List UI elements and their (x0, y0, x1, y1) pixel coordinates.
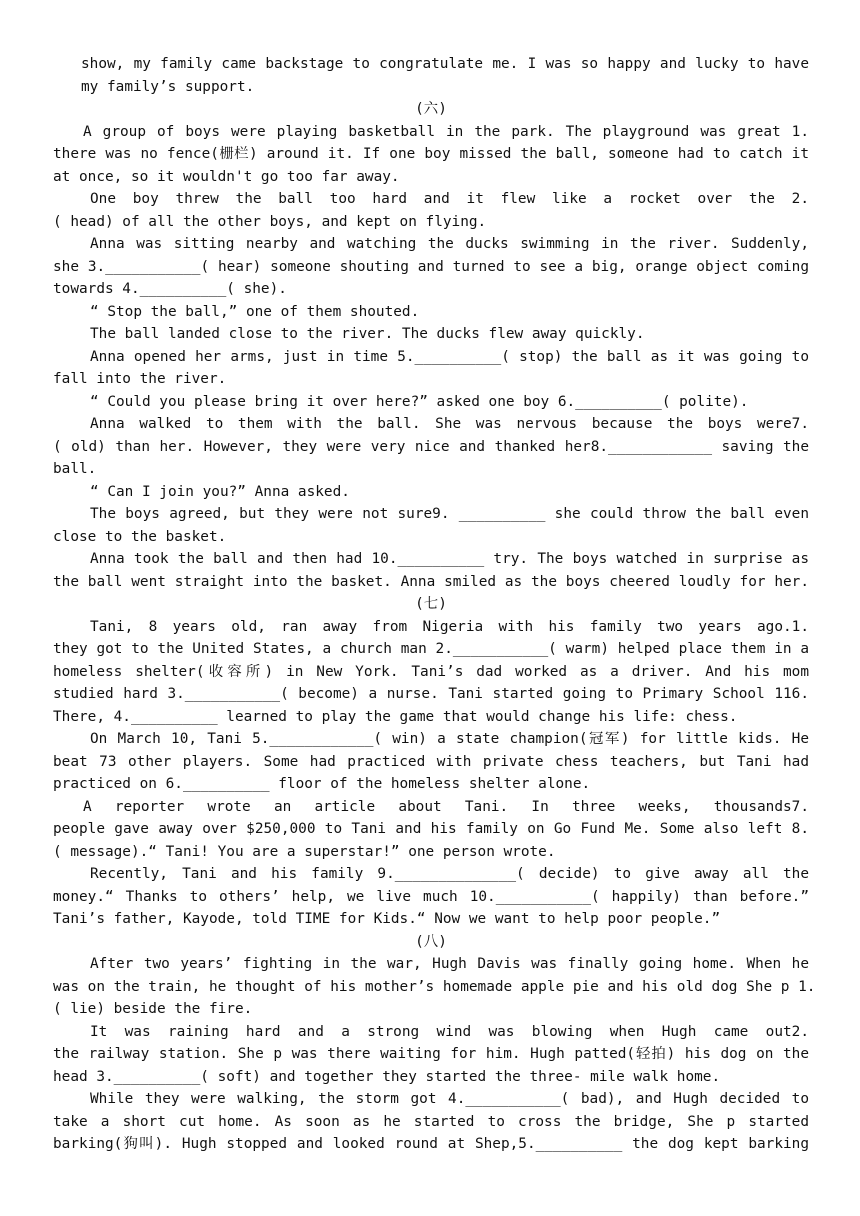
text-line: fall into the river. (53, 371, 227, 387)
text-line: “ Can I join you?” Anna asked. (90, 483, 350, 500)
text-line: there was no fence(栅栏) around it. If one boy missed the ball, someone had to catch it (53, 146, 809, 162)
section-heading: (七) (415, 596, 447, 612)
text-line: close to the basket. (53, 528, 227, 545)
text-line: homeless shelter(收容所) in New York. Tani’s dad worked as a driver. And his mom (53, 663, 809, 680)
text-line: After two years’ fighting in the war, Hugh Davis was finally going home. When he (90, 956, 809, 972)
text-line: Anna walked to them with the ball. She was nervous because the boys were7. (90, 416, 809, 432)
text-line: head 3.__________( soft) and together they started the three- mile walk home. (53, 1068, 721, 1085)
text-line: they got to the United States, a church man 2.___________( warm) helped place them in a (53, 641, 809, 657)
text-line: people gave away over $250,000 to Tani and his family on Go Fund Me. Some also left 8. (53, 821, 809, 837)
text-line: my family’s support. (81, 78, 255, 95)
text-line: at once, so it wouldn't go too far away. (53, 168, 400, 185)
text-line: show, my family came backstage to congratulate me. I was so happy and lucky to have (81, 56, 809, 72)
text-line: The ball landed close to the river. The ducks flew away quickly. (90, 326, 645, 342)
text-line: Tani, 8 years old, ran away from Nigeria with his family two years ago.1. (90, 618, 809, 635)
text-line: Anna opened her arms, just in time 5.__________( stop) the ball as it was going to (90, 348, 809, 365)
text-line: the ball went straight into the basket. Anna smiled as the boys cheered loudly for her. (53, 573, 809, 590)
text-line: Anna took the ball and then had 10.__________ try. The boys watched in surprise as (90, 551, 809, 567)
text-line: she 3.___________( hear) someone shouting and turned to see a big, orange object coming (53, 258, 809, 275)
text-line: Anna was sitting nearby and watching the ducks swimming in the river. Suddenly, (90, 236, 809, 252)
text-line: It was raining hard and a strong wind was blowing when Hugh came out2. (90, 1023, 809, 1040)
text-line: “ Could you please bring it over here?” asked one boy 6.__________( polite). (90, 393, 749, 410)
text-line: the railway station. She p was there waiting for him. Hugh patted(轻拍) his dog on the (53, 1046, 809, 1062)
text-line: studied hard 3.___________( become) a nurse. Tani started going to Primary School 116. (53, 686, 809, 702)
text-line: towards 4.__________( she). (53, 281, 287, 297)
text-line: was on the train, he thought of his mother’s homemade apple pie and his old dog She p 1. (53, 978, 816, 995)
text-line: “ Stop the ball,” one of them shouted. (90, 303, 420, 320)
section-heading: (六) (415, 101, 447, 117)
section-heading: (八) (415, 933, 447, 950)
text-line: ( message).“ Tani! You are a superstar!” one person wrote. (53, 843, 556, 860)
text-line: The boys agreed, but they were not sure9. __________ she could throw the ball even (90, 506, 809, 522)
text-line: ( old) than her. However, they were very nice and thanked her8.____________ saving the (53, 438, 809, 455)
text-line: A reporter wrote an article about Tani. In three weeks, thousands7. (83, 798, 809, 815)
text-line: money.“ Thanks to others’ help, we live much 10.___________( happily) than before.” (53, 888, 809, 905)
text-line: practiced on 6.__________ floor of the homeless shelter alone. (53, 776, 591, 792)
text-line: beat 73 other players. Some had practiced with private chess teachers, but Tani had (53, 753, 809, 770)
text-line: barking(狗叫). Hugh stopped and looked round at Shep,5.__________ the dog kept barking (53, 1136, 809, 1152)
text-line: Recently, Tani and his family 9.______________( decide) to give away all the (90, 866, 809, 882)
text-line: There, 4.__________ learned to play the game that would change his life: chess. (53, 708, 738, 725)
text-line: Tani’s father, Kayode, told TIME for Kids.“ Now we want to help poor people.” (53, 911, 721, 927)
text-line: ( lie) beside the fire. (53, 1001, 253, 1017)
text-line: ( head) of all the other boys, and kept on flying. (53, 213, 487, 230)
text-line: On March 10, Tani 5.____________( win) a state champion(冠军) for little kids. He (90, 731, 809, 747)
text-line: ball. (53, 461, 97, 477)
text-line: take a short cut home. As soon as he started to cross the bridge, She p started (53, 1113, 809, 1130)
text-line: One boy threw the ball too hard and it flew like a rocket over the 2. (90, 191, 809, 207)
text-line: A group of boys were playing basketball in the park. The playground was great 1. (83, 123, 809, 140)
document-page (53, 53, 816, 1156)
text-line: While they were walking, the storm got 4.___________( bad), and Hugh decided to (90, 1091, 809, 1107)
